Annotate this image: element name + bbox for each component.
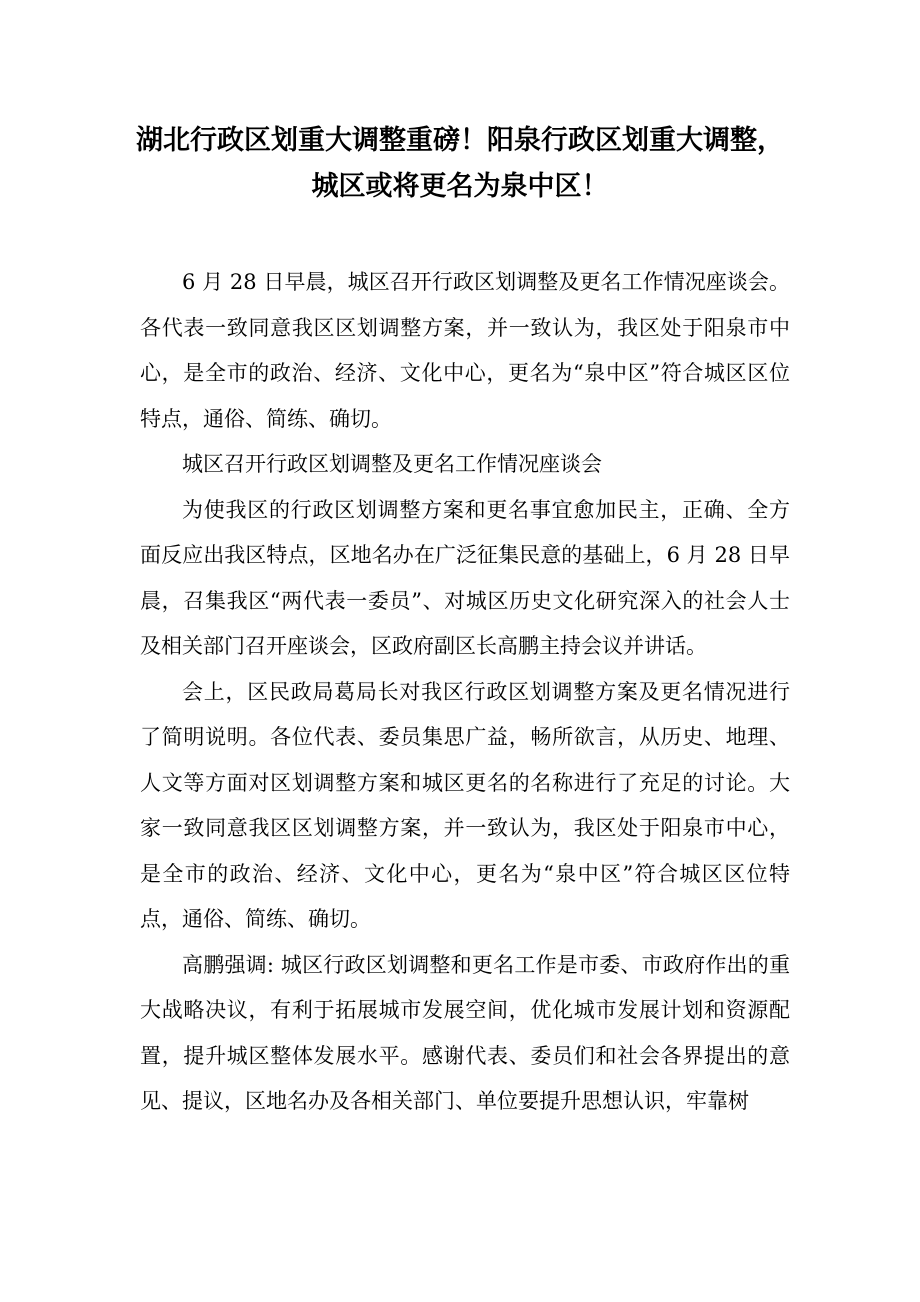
paragraph-5: 高鹏强调: 城区行政区划调整和更名工作是市委、市政府作出的重大战略决议，有利于拓展城市发展空间，优化城市发展计划和资源配置，提升城区整体发展水平。感谢代表、委员们和社会各界提出的意见、提议，区地名办及各相关部门、单位要提升思想认识，牢靠树 xyxy=(140,952,790,1113)
paragraph-2: 城区召开行政区划调整及更名工作情况座谈会 xyxy=(182,452,602,476)
paragraph-1: 6 月 28 日早晨，城区召开行政区划调整及更名工作情况座谈会。各代表一致同意我区区划调整方案，并一致认为，我区处于阳泉市中心，是全市的政治、经济、文化中心，更名为“泉中区”符合城区区位特点，通俗、简练、确切。 xyxy=(140,270,790,431)
title-line-2: 城区或将更名为泉中区！ xyxy=(311,171,609,202)
paragraph-4: 会上，区民政局葛局长对我区行政区划调整方案及更名情况进行了简明说明。各位代表、委员集思广益，畅所欲言，从历史、地理、人文等方面对区划调整方案和城区更名的名称进行了充足的讨论。大家一致同意我区区划调整方案，并一致认为，我区处于阳泉市中心，是全市的政治、经济、文化中心，更名为“泉中区”符合城区区位特点，通俗、简练、确切。 xyxy=(140,679,790,931)
document-body xyxy=(140,260,790,1125)
paragraph-3: 为使我区的行政区划调整方案和更名事宜愈加民主，正确、全方面反应出我区特点，区地名办在广泛征集民意的基础上，6 月 28 日早晨，召集我区“两代表一委员”、对城区历史文化研究深入的社会人士及相关部门召开座谈会，区政府副区长高鹏主持会议并讲话。 xyxy=(140,497,790,658)
title-line-1: 湖北行政区划重大调整重磅！阳泉行政区划重大调整， xyxy=(136,125,784,156)
document-title xyxy=(120,118,800,210)
